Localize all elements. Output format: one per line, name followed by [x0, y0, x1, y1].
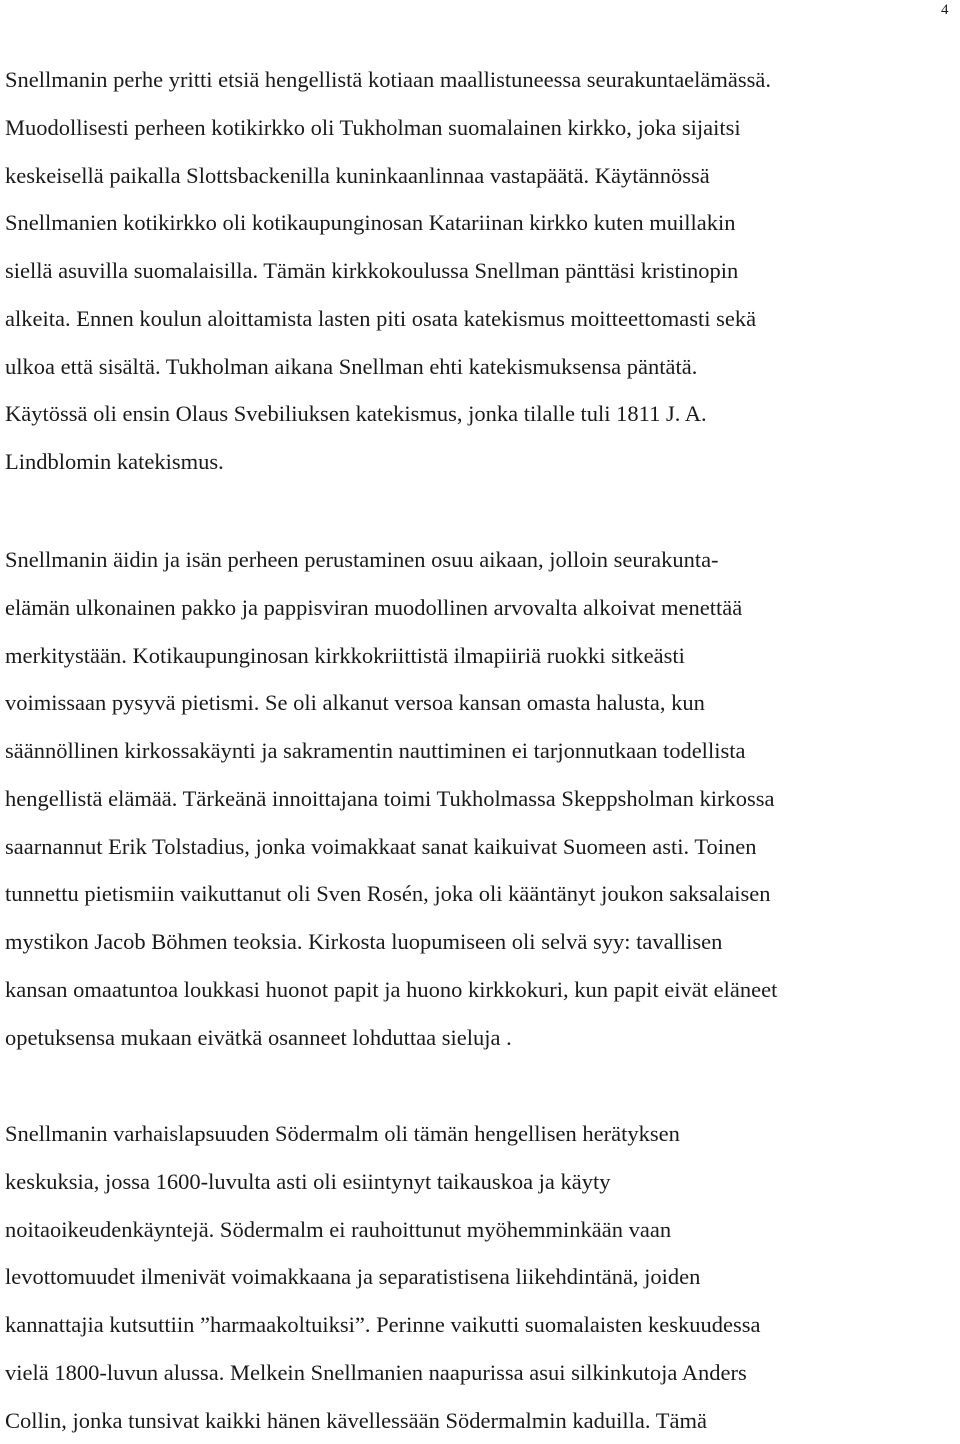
- text-line: vielä 1800-luvun alussa. Melkein Snellmanien naapurissa asui silkinkutoja Anders: [5, 1349, 955, 1397]
- text-line: opetuksensa mukaan eivätkä osanneet lohduttaa sieluja .: [5, 1014, 955, 1062]
- text-line: keskeisellä paikalla Slottsbackenilla kuninkaanlinnaa vastapäätä. Käytännössä: [5, 152, 955, 200]
- text-line: hengellistä elämää. Tärkeänä innoittajana toimi Tukholmassa Skeppsholman kirkossa: [5, 775, 955, 823]
- text-line: ulkoa että sisältä. Tukholman aikana Snellman ehti katekismuksensa päntätä.: [5, 343, 955, 391]
- text-line: kannattajia kutsuttiin ”harmaakoltuiksi”. Perinne vaikutti suomalaisten keskuudessa: [5, 1301, 955, 1349]
- text-line: Lindblomin katekismus.: [5, 438, 955, 486]
- paragraph-3: [5, 1110, 955, 1444]
- text-line: kansan omaatuntoa loukkasi huonot papit ja huono kirkkokuri, kun papit eivät eläneet: [5, 966, 955, 1014]
- text-line: saarnannut Erik Tolstadius, jonka voimakkaat sanat kaikuivat Suomeen asti. Toinen: [5, 823, 955, 871]
- text-line: Snellmanien kotikirkko oli kotikaupunginosan Katariinan kirkko kuten muillakin: [5, 199, 955, 247]
- text-line: levottomuudet ilmenivät voimakkaana ja separatistisena liikehdintänä, joiden: [5, 1253, 955, 1301]
- text-line: noitaoikeudenkäyntejä. Södermalm ei rauhoittunut myöhemminkään vaan: [5, 1206, 955, 1254]
- text-line: Snellmanin perhe yritti etsiä hengellistä kotiaan maallistuneessa seurakuntaelämässä.: [5, 56, 955, 104]
- text-line: Snellmanin äidin ja isän perheen perustaminen osuu aikaan, jolloin seurakunta-: [5, 536, 955, 584]
- text-line: alkeita. Ennen koulun aloittamista lasten piti osata katekismus moitteettomasti sekä: [5, 295, 955, 343]
- text-line: Snellmanin varhaislapsuuden Södermalm oli tämän hengellisen herätyksen: [5, 1110, 955, 1158]
- page-number: 4: [941, 0, 949, 20]
- text-line: keskuksia, jossa 1600-luvulta asti oli esiintynyt taikauskoa ja käyty: [5, 1158, 955, 1206]
- text-line: mystikon Jacob Böhmen teoksia. Kirkosta luopumiseen oli selvä syy: tavallisen: [5, 918, 955, 966]
- paragraph-1: [5, 56, 955, 486]
- text-line: elämän ulkonainen pakko ja pappisviran muodollinen arvovalta alkoivat menettää: [5, 584, 955, 632]
- text-line: tunnettu pietismiin vaikuttanut oli Sven Rosén, joka oli kääntänyt joukon saksalaisen: [5, 870, 955, 918]
- text-line: merkitystään. Kotikaupunginosan kirkkokriittistä ilmapiiriä ruokki sitkeästi: [5, 632, 955, 680]
- text-line: säännöllinen kirkossakäynti ja sakramentin nauttiminen ei tarjonnutkaan todellista: [5, 727, 955, 775]
- text-line: Käytössä oli ensin Olaus Svebiliuksen katekismus, jonka tilalle tuli 1811 J. A.: [5, 390, 955, 438]
- text-line: voimissaan pysyvä pietismi. Se oli alkanut versoa kansan omasta halusta, kun: [5, 679, 955, 727]
- text-line: Muodollisesti perheen kotikirkko oli Tukholman suomalainen kirkko, joka sijaitsi: [5, 104, 955, 152]
- text-line: siellä asuvilla suomalaisilla. Tämän kirkkokoulussa Snellman pänttäsi kristinopin: [5, 247, 955, 295]
- text-line: Collin, jonka tunsivat kaikki hänen kävellessään Södermalmin kaduilla. Tämä: [5, 1397, 955, 1444]
- paragraph-2: [5, 536, 955, 1061]
